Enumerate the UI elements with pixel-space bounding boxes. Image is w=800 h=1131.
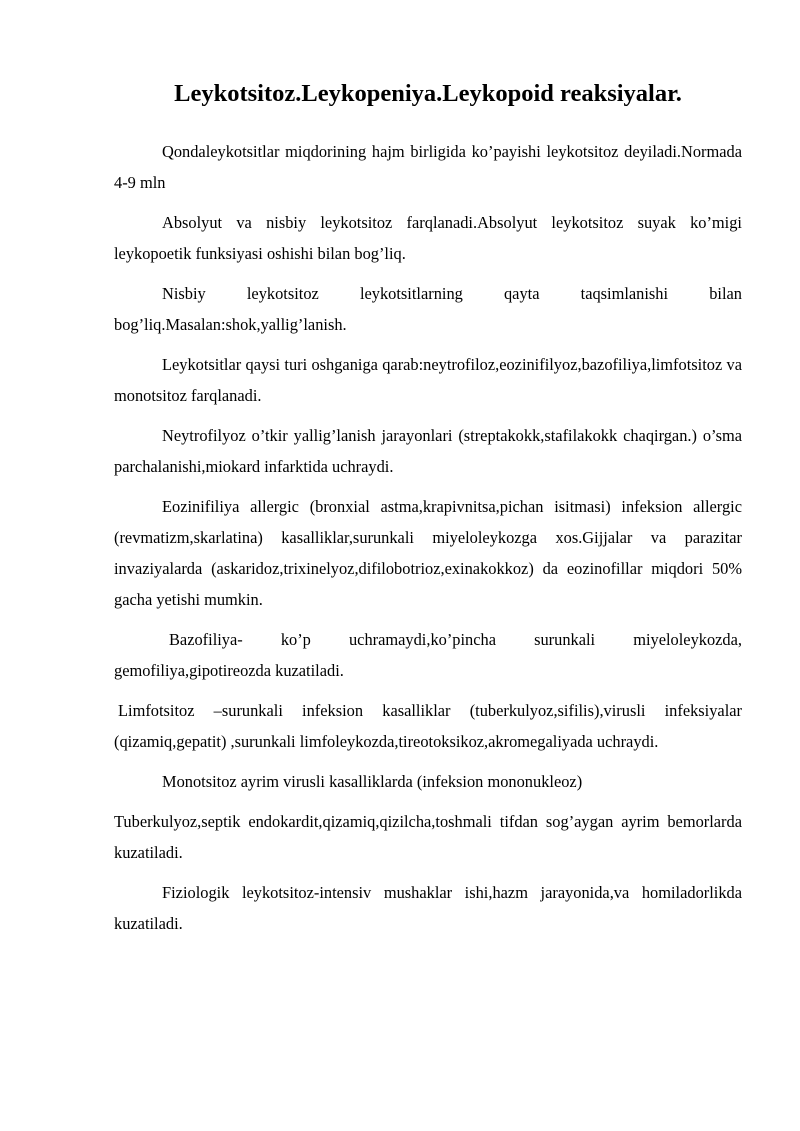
paragraph-eozinifiliya: Eozinifiliya allergic (bronxial astma,krapivnitsa,pichan isitmasi) infeksion allergic (revmatizm,skarlatina) kasalliklar,surunkali miyeloleykozga xos.Gijjalar va parazitar invaziyalarda (askaridoz,trixinelyoz,difilobotrioz,exinakokkoz) da eozinofillar miqdori 50% gacha yetishi mumkin. xyxy=(114,497,742,609)
paragraph-limfotsitoz: Limfotsitoz –surunkali infeksion kasalliklar (tuberkulyoz,sifilis),virusli infeksiyalar (qizamiq,gepatit) ,surunkali limfoleykozda,tireotoksikoz,akromegaliyada uchraydi. xyxy=(114,701,742,751)
document-page xyxy=(114,78,742,948)
paragraph-monotsitoz: Monotsitoz ayrim virusli kasalliklarda (infeksion mononukleoz) xyxy=(162,772,583,791)
paragraph-bazofiliya: Bazofiliya- ko’p uchramaydi,ko’pincha surunkali miyeloleykozda, gemofiliya,gipotireozda kuzatiladi. xyxy=(114,630,742,680)
paragraph-leukocyte-types: Leykotsitlar qaysi turi oshganiga qarab:neytrofiloz,eozinifilyoz,bazofiliya,limfotsitoz va monotsitoz farqlanadi. xyxy=(114,355,742,405)
paragraph-fiziologik: Fiziologik leykotsitoz-intensiv mushaklar ishi,hazm jarayonida,va homiladorlikda kuzatiladi. xyxy=(114,883,742,933)
paragraph-neytrofilyoz: Neytrofilyoz o’tkir yallig’lanish jarayonlari (streptakokk,stafilakokk chaqirgan.) o’sma parchalanishi,miokard infarktida uchraydi. xyxy=(114,426,742,476)
paragraph-tuberkulyoz: Tuberkulyoz,septik endokardit,qizamiq,qizilcha,toshmali tifdan sog’aygan ayrim bemorlarda kuzatiladi. xyxy=(114,812,742,862)
paragraph-absolute-relative: Absolyut va nisbiy leykotsitoz farqlanadi.Absolyut leykotsitoz suyak ko’migi leykopoetik funksiyasi oshishi bilan bog’liq. xyxy=(114,213,742,263)
document-title: Leykotsitoz.Leykopeniya.Leykopoid reaksiyalar. xyxy=(174,80,682,107)
paragraph-relative-leykotsitoz: Nisbiy leykotsitoz leykotsitlarning qayta taqsimlanishi bilan bog’liq.Masalan:shok,yallig’lanish. xyxy=(114,284,742,334)
paragraph-leykotsitoz-definition: Qondaleykotsitlar miqdorining hajm birligida ko’payishi leykotsitoz deyiladi.Normada 4-9 mln xyxy=(114,142,742,192)
